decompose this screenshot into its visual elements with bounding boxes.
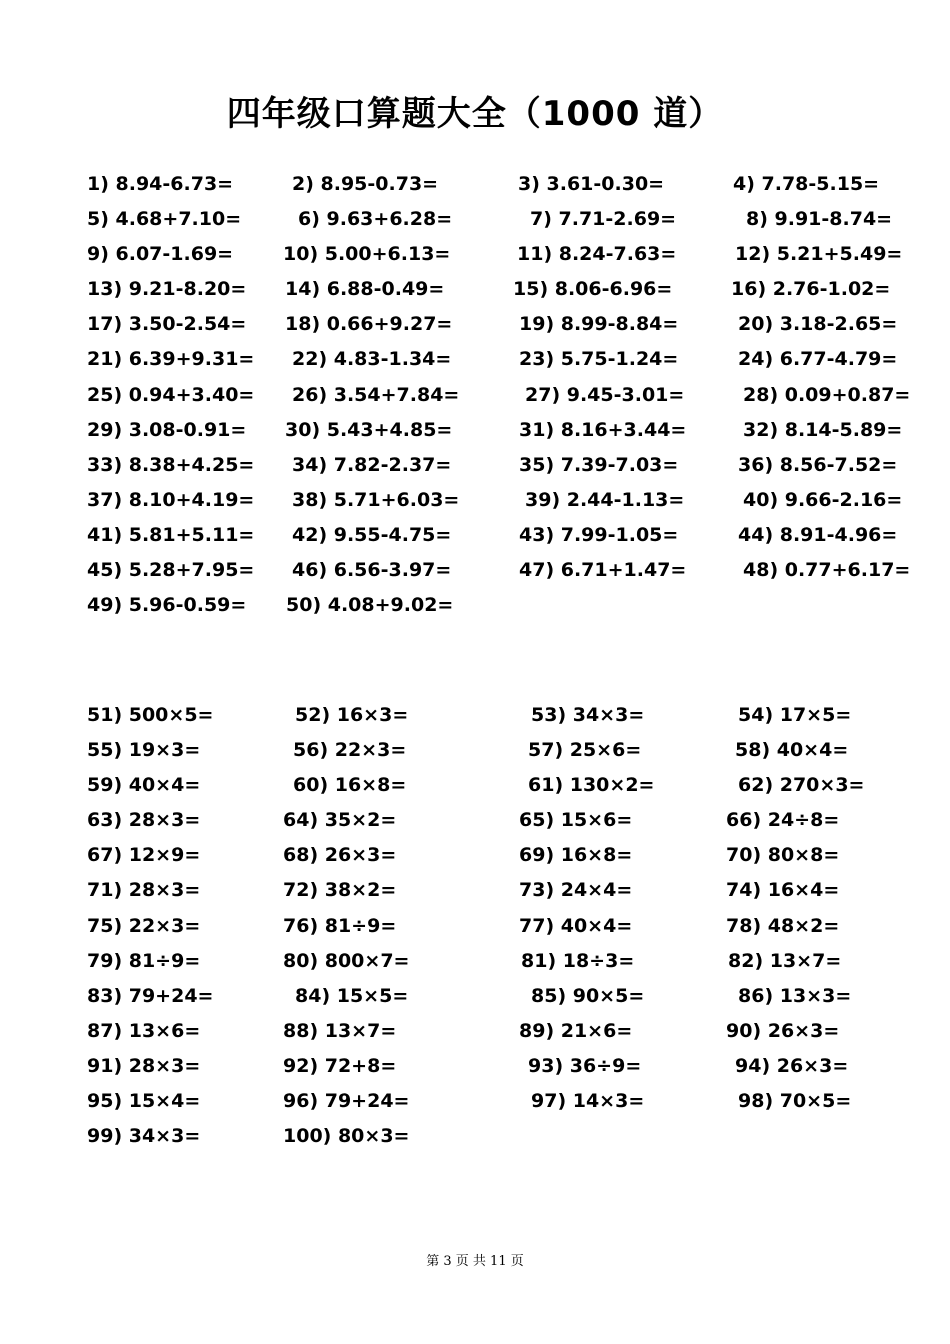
problem-item: 80) 800×7= [283,949,410,972]
problem-item: 23) 5.75-1.24= [519,348,679,371]
problem-item: 81) 18÷3= [521,949,635,972]
problem-item: 96) 79+24= [283,1090,410,1113]
problem-item: 14) 6.88-0.49= [285,278,445,301]
problem-item: 51) 500×5= [87,704,214,726]
problem-item: 58) 40×4= [735,739,849,762]
problem-item: 20) 3.18-2.65= [738,313,898,336]
problem-item: 49) 5.96-0.59= [87,594,247,617]
problem-item: 71) 28×3= [87,879,201,902]
problem-row [0,242,950,277]
problem-item: 4) 7.78-5.15= [733,173,880,195]
problem-item: 44) 8.91-4.96= [738,523,898,546]
problem-row [0,593,950,628]
problem-item: 11) 8.24-7.63= [517,243,677,266]
problem-item: 7) 7.71-2.69= [530,208,677,231]
problem-item: 36) 8.56-7.52= [738,453,898,476]
problem-item: 46) 6.56-3.97= [292,559,452,582]
problem-item: 79) 81÷9= [87,949,201,972]
problem-item: 94) 26×3= [735,1054,849,1077]
problem-item: 54) 17×5= [738,704,852,726]
problem-item: 37) 8.10+4.19= [87,488,255,511]
problem-row [0,878,950,913]
problem-item: 73) 24×4= [519,879,633,902]
problem-item: 48) 0.77+6.17= [743,559,911,582]
page-footer: 第 3 页 共 11 页 [426,1254,524,1269]
page-title: 四年级口算题大全（1000 道） [226,94,724,134]
problem-row [0,703,950,738]
problem-item: 22) 4.83-1.34= [292,348,452,371]
problem-item: 69) 16×8= [519,844,633,867]
problem-item: 24) 6.77-4.79= [738,348,898,371]
problem-item: 17) 3.50-2.54= [87,313,247,336]
problem-item: 62) 270×3= [738,774,865,797]
problem-row [0,914,950,949]
problem-item: 95) 15×4= [87,1090,201,1113]
problem-item: 5) 4.68+7.10= [87,208,242,231]
problem-row [0,453,950,488]
problem-item: 47) 6.71+1.47= [519,559,687,582]
problem-item: 21) 6.39+9.31= [87,348,255,371]
problem-item: 64) 35×2= [283,809,397,832]
problem-row [0,773,950,808]
problem-item: 61) 130×2= [528,774,655,797]
problem-item: 1) 8.94-6.73= [87,173,234,195]
problem-item: 55) 19×3= [87,739,201,762]
problem-item: 3) 3.61-0.30= [518,173,665,195]
problem-row [0,1054,950,1089]
problem-item: 67) 12×9= [87,844,201,867]
problem-item: 76) 81÷9= [283,914,397,937]
problem-item: 43) 7.99-1.05= [519,523,679,546]
problem-item: 75) 22×3= [87,914,201,937]
problem-row [0,984,950,1019]
problem-item: 59) 40×4= [87,774,201,797]
problem-row [0,207,950,242]
problem-item: 88) 13×7= [283,1019,397,1042]
problem-row [0,312,950,347]
problem-item: 19) 8.99-8.84= [519,313,679,336]
problem-item: 53) 34×3= [531,704,645,726]
problem-item: 10) 5.00+6.13= [283,243,451,266]
problem-item: 25) 0.94+3.40= [87,383,255,406]
problem-item: 68) 26×3= [283,844,397,867]
problem-item: 29) 3.08-0.91= [87,418,247,441]
problem-item: 39) 2.44-1.13= [525,488,685,511]
problem-item: 90) 26×3= [726,1019,840,1042]
problem-row [0,1089,950,1124]
problem-item: 92) 72+8= [283,1054,397,1077]
problem-item: 33) 8.38+4.25= [87,453,255,476]
problem-item: 27) 9.45-3.01= [525,383,685,406]
problem-item: 89) 21×6= [519,1019,633,1042]
problem-item: 6) 9.63+6.28= [298,208,453,231]
problem-item: 34) 7.82-2.37= [292,453,452,476]
problem-row [0,738,950,773]
problem-item: 12) 5.21+5.49= [735,243,903,266]
problem-item: 83) 79+24= [87,984,214,1007]
problem-item: 78) 48×2= [726,914,840,937]
problem-item: 98) 70×5= [738,1090,852,1113]
problem-item: 38) 5.71+6.03= [292,488,460,511]
problem-row [0,1019,950,1054]
problem-item: 86) 13×3= [738,984,852,1007]
problem-row [0,843,950,878]
problem-item: 2) 8.95-0.73= [292,173,439,195]
problem-item: 52) 16×3= [295,704,409,726]
problem-item: 9) 6.07-1.69= [87,243,234,266]
problem-item: 41) 5.81+5.11= [87,523,255,546]
problem-item: 87) 13×6= [87,1019,201,1042]
problem-row [0,347,950,382]
problem-item: 63) 28×3= [87,809,201,832]
problem-item: 85) 90×5= [531,984,645,1007]
problem-item: 8) 9.91-8.74= [746,208,893,231]
problem-item: 16) 2.76-1.02= [731,278,891,301]
problem-item: 26) 3.54+7.84= [292,383,460,406]
problem-item: 30) 5.43+4.85= [285,418,453,441]
problem-row [0,488,950,523]
problem-item: 40) 9.66-2.16= [743,488,903,511]
problem-item: 65) 15×6= [519,809,633,832]
problem-item: 32) 8.14-5.89= [743,418,903,441]
multiplication-problems-section [0,703,950,1159]
problem-row [0,949,950,984]
problem-row [0,808,950,843]
problem-row [0,558,950,593]
problem-item: 91) 28×3= [87,1054,201,1077]
problem-item: 84) 15×5= [295,984,409,1007]
problem-item: 74) 16×4= [726,879,840,902]
problem-item: 15) 8.06-6.96= [513,278,673,301]
problem-item: 97) 14×3= [531,1090,645,1113]
problem-item: 13) 9.21-8.20= [87,278,247,301]
problem-item: 66) 24÷8= [726,809,840,832]
problem-row [0,383,950,418]
problem-item: 45) 5.28+7.95= [87,559,255,582]
problem-item: 72) 38×2= [283,879,397,902]
problem-item: 18) 0.66+9.27= [285,313,453,336]
problem-item: 77) 40×4= [519,914,633,937]
problem-item: 50) 4.08+9.02= [286,594,454,617]
problem-item: 42) 9.55-4.75= [292,523,452,546]
problem-item: 56) 22×3= [293,739,407,762]
problem-item: 57) 25×6= [528,739,642,762]
problem-item: 31) 8.16+3.44= [519,418,687,441]
problem-item: 99) 34×3= [87,1125,201,1148]
problem-item: 82) 13×7= [728,949,842,972]
problem-item: 93) 36÷9= [528,1054,642,1077]
problem-row [0,172,950,207]
problem-item: 35) 7.39-7.03= [519,453,679,476]
problem-row [0,523,950,558]
decimal-problems-section [0,172,950,628]
problem-row [0,1124,950,1159]
problem-item: 70) 80×8= [726,844,840,867]
problem-row [0,418,950,453]
problem-item: 100) 80×3= [283,1125,410,1148]
problem-row [0,277,950,312]
problem-item: 28) 0.09+0.87= [743,383,911,406]
problem-item: 60) 16×8= [293,774,407,797]
